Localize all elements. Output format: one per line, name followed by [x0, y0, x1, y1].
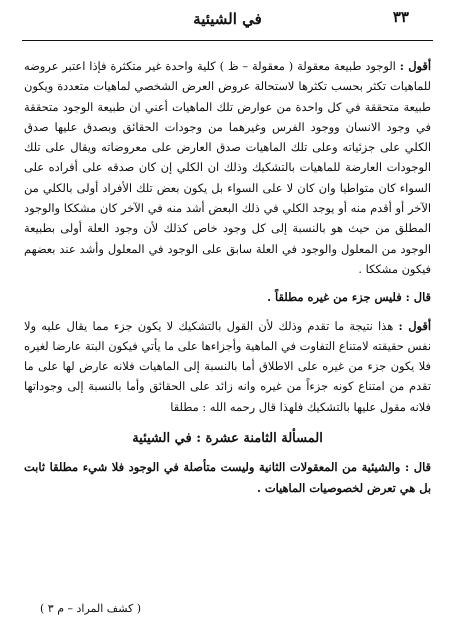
paragraph-commentary-1 — [24, 56, 431, 279]
page-number: ٣٣ — [392, 8, 409, 26]
speaker-label: قال : — [404, 460, 431, 475]
speaker-label: قال : — [405, 290, 431, 305]
signature-mark: ( كشف المراد – م ٣ ) — [40, 602, 142, 615]
paragraph-commentary-2 — [24, 316, 431, 417]
paragraph-text: فليس جزء من غيره مطلقاً . — [267, 290, 402, 305]
running-title: في الشيئية — [193, 10, 262, 28]
page-body — [24, 56, 431, 498]
paragraph-gap — [24, 279, 431, 287]
header-rule — [22, 40, 433, 41]
running-head — [0, 6, 455, 38]
section-heading: المسألة الثامنة عشرة : في الشيئية — [132, 431, 323, 447]
paragraph-text: والشيئية من المعقولات الثانية وليست متأصلة في الوجود فلا شيء مطلقا ثابت بل هي تعرض لخصوصيات الماهيات . — [24, 460, 431, 495]
speaker-label: أقول : — [399, 59, 431, 73]
paragraph-text: الوجود طبيعة معقولة ( معقولة – ظ ) كلية واحدة غير متكثرة فإذا اعتبر عروضه للماهيات تكثر بحسب تكثرها لاستحالة عروض العرض الشخصي لماهيات متعددة ويكون طبيعة متحققة في كل واحدة من عوارض تلك الماهيات أعني ان طبيعة الوجود متحققة في وجود الانسان ووجود الفرس وغيرهما من وجودات الحقائق وبصدق عليها صدق الكلي على جزئياته وعلى تلك الماهيات صدق العارض على معروضاته ويقال على تلك الوجودات العارضة للماهيات بالتشكيك وذلك ان الكلي إن كان صدقه على أفراده على السواء كان متواطيا وان كان لا على السواء بل يكون بعض تلك الأفراد أولى بالكلي من الآخر أو أقدم منه أو يوجد الكلي في ذلك البعض أشد منه في الآخر كان مشككا والوجود المطلق من حيث هو بالنسبة إلى كل وجود خاص كذلك لأن وجود العلة أولى بطبيعة الوجود من المعلول والوجود في العلة سابق على الوجود في المعلول وأشد عند بعضهم فيكون مشككا . — [24, 59, 431, 276]
speaker-label: أقول : — [398, 318, 431, 333]
paragraph-matn-2 — [24, 457, 431, 498]
paragraph-text: هذا نتيجة ما تقدم وذلك لأن القول بالتشكيك لا يكون جزء مما يقال عليه ولا نفس حقيقته لامتناع التفاوت في الماهية وأجزاءها على ما يأتي فيكون البتة عارضا لغيره فلا يكون جزء من غيره على الاطلاق أما بالنسبة إلى الماهيات فلانه عارض لها على ما تقدم من امتناع كونه جزءاً من غيره وانه زائد على الحقائق وأما بالنسبة إلى وجوداتها فلانه مقول عليها بالتشكيك فلهذا قال رحمه الله : مطلقا — [24, 318, 431, 414]
paragraph-gap — [24, 308, 431, 316]
paragraph-matn-1 — [24, 287, 431, 307]
